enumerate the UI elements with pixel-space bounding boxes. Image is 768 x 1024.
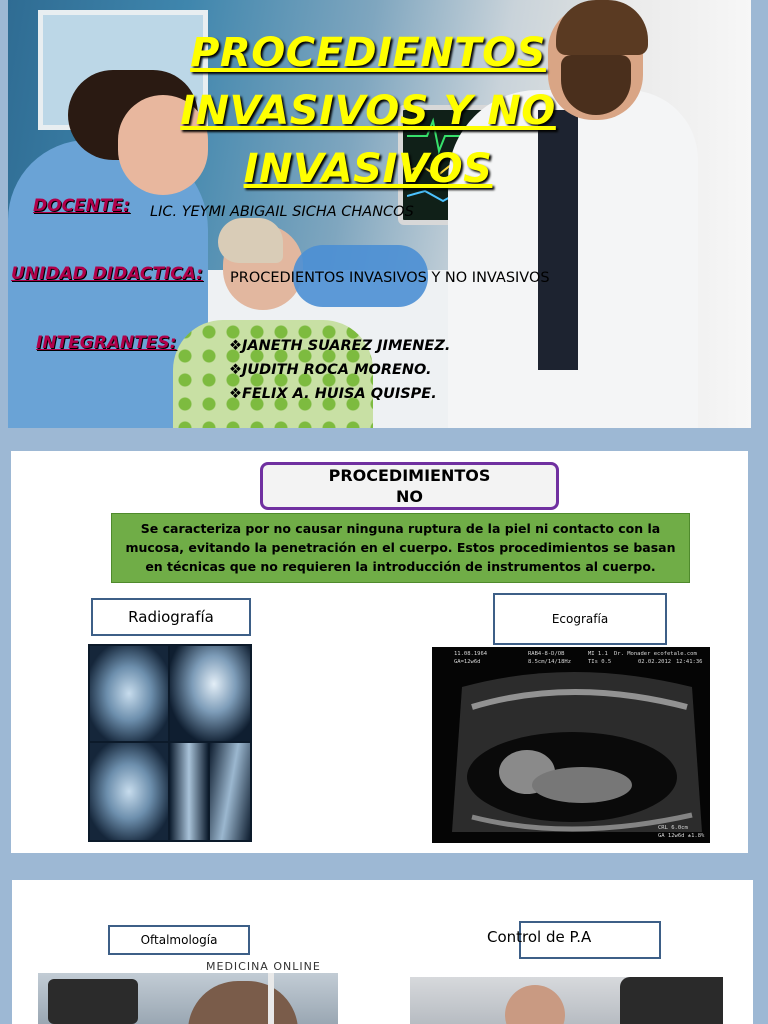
ultrasound-image: 11.08.1964 RAB4-8-D/OB MI 1.1 Dr. Monader ecofetale.com GA=12w6d 8.5cm/14/18Hz TIs 0.5 02.02.2012 12:41:36 CRL 6.0cm GA 12w6d ±1.8% [432,647,710,843]
unidad-value: PROCEDIENTOS INVASIVOS Y NO INVASIVOS [230,270,550,286]
radiografia-label: Radiografía [91,598,251,636]
control-pa-text: Control de P.A [487,928,592,946]
watermark: MEDICINA ONLINE [206,960,321,973]
unidad-label: UNIDAD DIDACTICA: [11,264,203,284]
docente-value: LIC. YEYMI ABIGAIL SICHA CHANCOS [150,204,414,220]
integrantes-label: INTEGRANTES: [36,333,177,353]
oftalmologia-label: Oftalmología [108,925,250,955]
patient-hair [218,218,283,263]
exams-slide [12,880,753,1024]
title-slide [8,0,751,428]
non-invasive-slide [11,451,748,853]
member-item: ❖JANETH SUAREZ JIMENEZ. [229,338,451,354]
slide-heading: PROCEDIMIENTOS NO [260,462,559,510]
ophthalmology-image [38,959,338,1024]
member-item: ❖JUDITH ROCA MORENO. [229,362,432,378]
bullet-icon: ❖ [229,362,242,378]
integrantes-list [229,334,450,406]
description-box: Se caracteriza por no causar ninguna ruptura de la piel ni contacto con la mucosa, evitando la penetración en el cuerpo. Estos procedimientos se basan en técnicas que no requieren la introducción de instrumentos al cuerpo. [111,513,690,583]
xray-collage-image [88,644,252,842]
docente-label: DOCENTE: [33,196,130,216]
bullet-icon: ❖ [229,386,242,402]
member-item: ❖FELIX A. HUISA QUISPE. [229,386,437,402]
ecografia-label: Ecografía [493,593,667,645]
bullet-icon: ❖ [229,338,242,354]
blood-pressure-image [410,977,723,1024]
slide-title: PROCEDIENTOS INVASIVOS Y NO INVASIVOS [180,30,556,192]
